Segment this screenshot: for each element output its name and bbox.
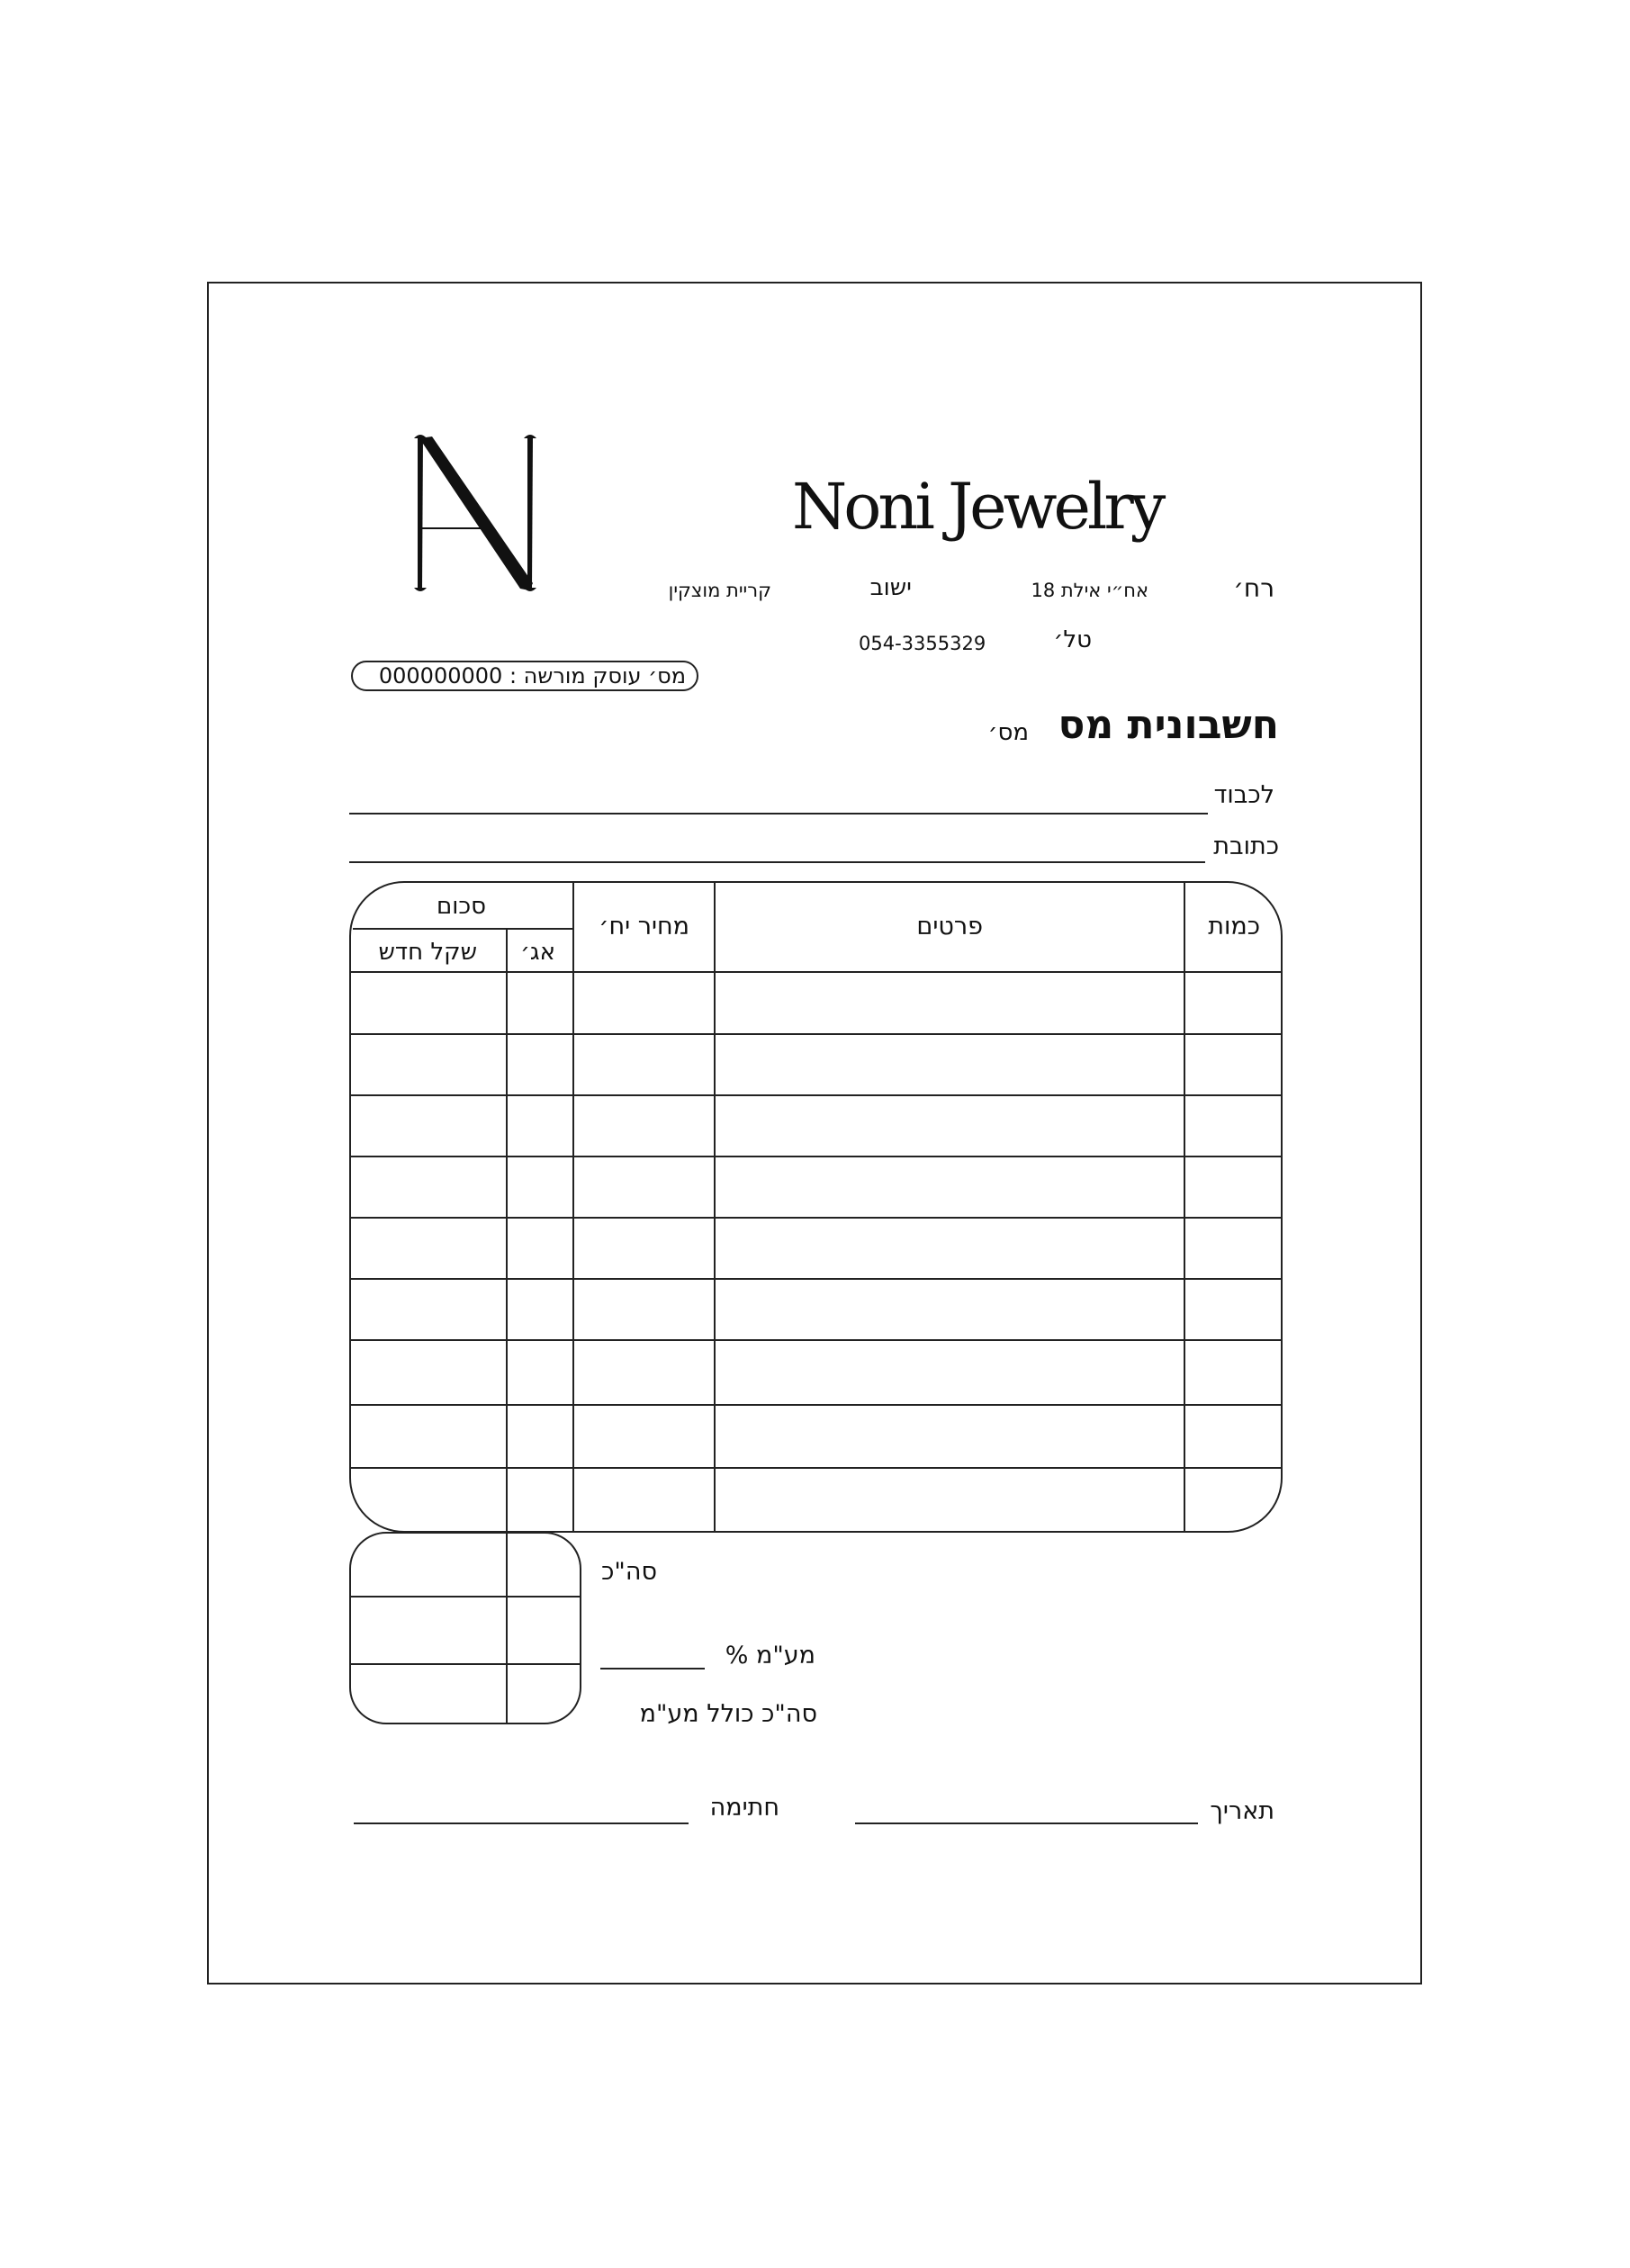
total-with-vat-label: סה"כ כולל מע"מ xyxy=(639,1700,817,1728)
vat-percent-line[interactable] xyxy=(600,1668,705,1670)
header-quantity: כמות xyxy=(1208,913,1260,940)
recipient-address-line[interactable] xyxy=(349,861,1205,863)
date-line[interactable] xyxy=(855,1822,1198,1824)
street-value: אח״י אילת 18 xyxy=(1031,580,1148,601)
document-number-label: מס׳ xyxy=(987,719,1029,746)
city-label: ישוב xyxy=(869,574,912,601)
phone-label: טל׳ xyxy=(1053,626,1092,653)
recipient-address-label: כתובת xyxy=(1213,832,1279,860)
vat-label: מע"מ % xyxy=(725,1642,815,1670)
header-details: פרטים xyxy=(916,913,983,940)
brand-name: Noni Jewelry xyxy=(792,470,1163,544)
header-agorot: אג׳ xyxy=(520,939,555,966)
city-value: קריית מוצקין xyxy=(668,580,771,601)
street-label: רח׳ xyxy=(1233,573,1274,603)
header-shekel: שקל חדש xyxy=(378,939,477,966)
subtotal-label: סה"כ xyxy=(601,1558,657,1586)
recipient-to-line[interactable] xyxy=(349,813,1208,814)
date-label: תאריך xyxy=(1210,1797,1274,1825)
phone-value: 054-3355329 xyxy=(859,633,986,654)
header-unit-price: מחיר יח׳ xyxy=(599,913,689,940)
recipient-to-label: לכבוד xyxy=(1213,781,1274,809)
header-amount: סכום xyxy=(437,893,486,920)
signature-line[interactable] xyxy=(354,1822,689,1824)
licensed-dealer-value: 000000000 xyxy=(378,663,503,688)
signature-label: חתימה xyxy=(709,1794,779,1822)
licensed-dealer-label: מס׳ עוסק מורשה : xyxy=(509,663,686,688)
licensed-dealer-badge xyxy=(351,661,698,691)
document-title: חשבונית מס xyxy=(1058,702,1279,748)
